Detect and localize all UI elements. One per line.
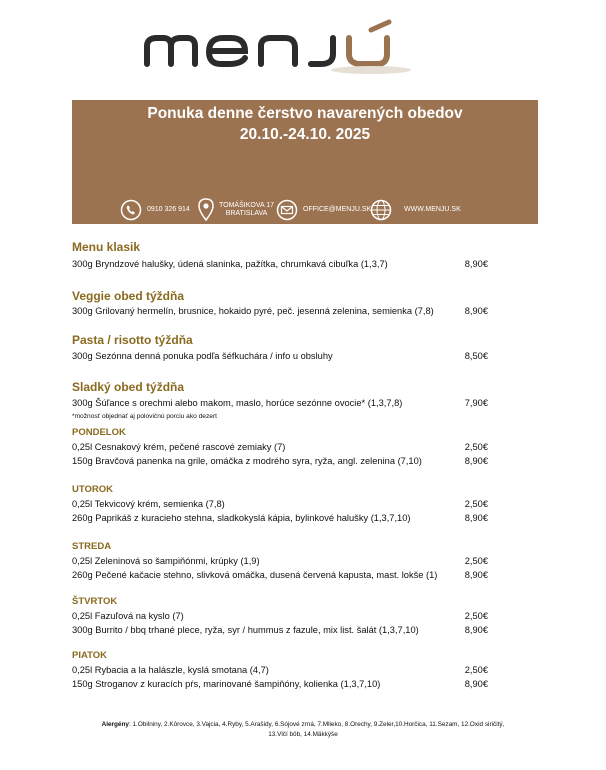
brand-logo <box>141 18 461 78</box>
contact-email <box>276 197 371 223</box>
email-address: OFFICE@MENJU.SK <box>303 206 372 213</box>
half-portion-note: *možnosť objednať aj polovičnú porciu ako dezert <box>72 413 217 420</box>
item-name: 300g Šúľance s orechmi alebo makom, maslo, horúce sezónne ovocie* (1,3,7,8) <box>72 398 403 408</box>
section-title: Veggie obed týždňa <box>72 289 185 303</box>
section-title: Pasta / risotto týždňa <box>72 333 193 347</box>
allergens-list-2: 13.Vlčí bôb, 14.Mäkkýše <box>268 731 338 738</box>
item-name: 300g Grilovaný hermelín, brusnice, hokaido pyré, peč. jesenná zelenina, semienka (7,8) <box>72 306 434 316</box>
item-name: 0,25l Cesnakový krém, pečené rascové zemiaky (7) <box>72 442 286 452</box>
item-price: 2,50€ <box>464 442 488 452</box>
phone-icon <box>120 199 142 221</box>
item-price: 2,50€ <box>464 611 488 621</box>
contact-web <box>370 197 461 223</box>
address-line1: TOMÁŠIKOVA 17 <box>219 202 274 209</box>
day-heading: STREDA <box>72 541 112 552</box>
address-line2: BRATISLAVA <box>225 210 268 217</box>
item-price: 2,50€ <box>464 665 488 675</box>
phone-number: 0910 326 914 <box>147 206 190 213</box>
item-price: 2,50€ <box>464 556 488 566</box>
item-name: 150g Bravčová panenka na grile, omáčka z modrého syra, ryža, angl. zelenina (7,10) <box>72 456 422 466</box>
item-name: 150g Stroganov z kuracích pŕs, marinované šampiňóny, kolienka (1,3,7,10) <box>72 679 381 689</box>
item-price: 8,90€ <box>464 625 488 635</box>
page-title: Ponuka denne čerstvo navarených obedov <box>147 105 463 122</box>
day-heading: PONDELOK <box>72 427 126 438</box>
day-heading: PIATOK <box>72 650 108 661</box>
header-banner <box>72 100 538 224</box>
website: WWW.MENJU.SK <box>404 206 461 213</box>
item-name: 300g Bryndzové halušky, údená slaninka, pažítka, chrumkavá cibuľka (1,3,7) <box>72 259 388 269</box>
item-name: 260g Paprikáš z kuracieho stehna, sladkokyslá kápia, bylinkové halušky (1,3,7,10) <box>72 513 411 523</box>
section-title: Menu klasik <box>72 240 141 254</box>
item-name: 260g Pečené kačacie stehno, slivková omáčka, dusená červená kapusta, mast. lokše (1) <box>72 570 438 580</box>
section-title: Sladký obed týždňa <box>72 380 185 394</box>
item-price: 8,90€ <box>464 570 488 580</box>
item-price: 8,90€ <box>464 456 488 466</box>
item-price: 8,90€ <box>464 306 488 316</box>
day-heading: ŠTVRTOK <box>72 596 118 607</box>
item-name: 0,25l Rybacia a la halászle, kyslá smotana (4,7) <box>72 665 269 675</box>
item-price: 8,90€ <box>464 679 488 689</box>
item-price: 8,50€ <box>464 351 488 361</box>
contact-address <box>198 197 274 223</box>
day-heading: UTOROK <box>72 484 113 495</box>
item-price: 8,90€ <box>464 259 488 269</box>
allergens-list-1: : 1.Obilniny, 2.Kôrovce, 3.Vajcia, 4.Ryby, 5.Arašidy, 6.Sójové zrná, 7.Mlieko, 8.Orechy, 9.Zeler,10.Horčica, 11.Sezam, 12.Oxid siričitý, <box>128 721 505 728</box>
date-range: 20.10.-24.10. 2025 <box>239 126 371 143</box>
item-name: 300g Sezónna denná ponuka podľa šéfkuchára / info u obsluhy <box>72 351 333 361</box>
item-name: 0,25l Fazuľová na kyslo (7) <box>72 611 184 621</box>
item-name: 0,25l Zeleninová so šampiňónmi, krúpky (1,9) <box>72 556 260 566</box>
location-pin-icon <box>198 198 214 222</box>
mail-icon <box>276 199 298 221</box>
globe-icon <box>370 199 392 221</box>
item-price: 8,90€ <box>464 513 488 523</box>
item-price: 7,90€ <box>464 398 488 408</box>
allergens-label: Alergény <box>101 721 129 728</box>
item-name: 300g Burrito / bbq trhané plece, ryža, syr / hummus z fazule, mix list. šalát (1,3,7,10) <box>72 625 419 635</box>
item-price: 2,50€ <box>464 499 488 509</box>
contact-phone <box>120 197 190 223</box>
item-name: 0,25l Tekvicový krém, semienka (7,8) <box>72 499 225 509</box>
allergens-footer <box>60 720 546 740</box>
